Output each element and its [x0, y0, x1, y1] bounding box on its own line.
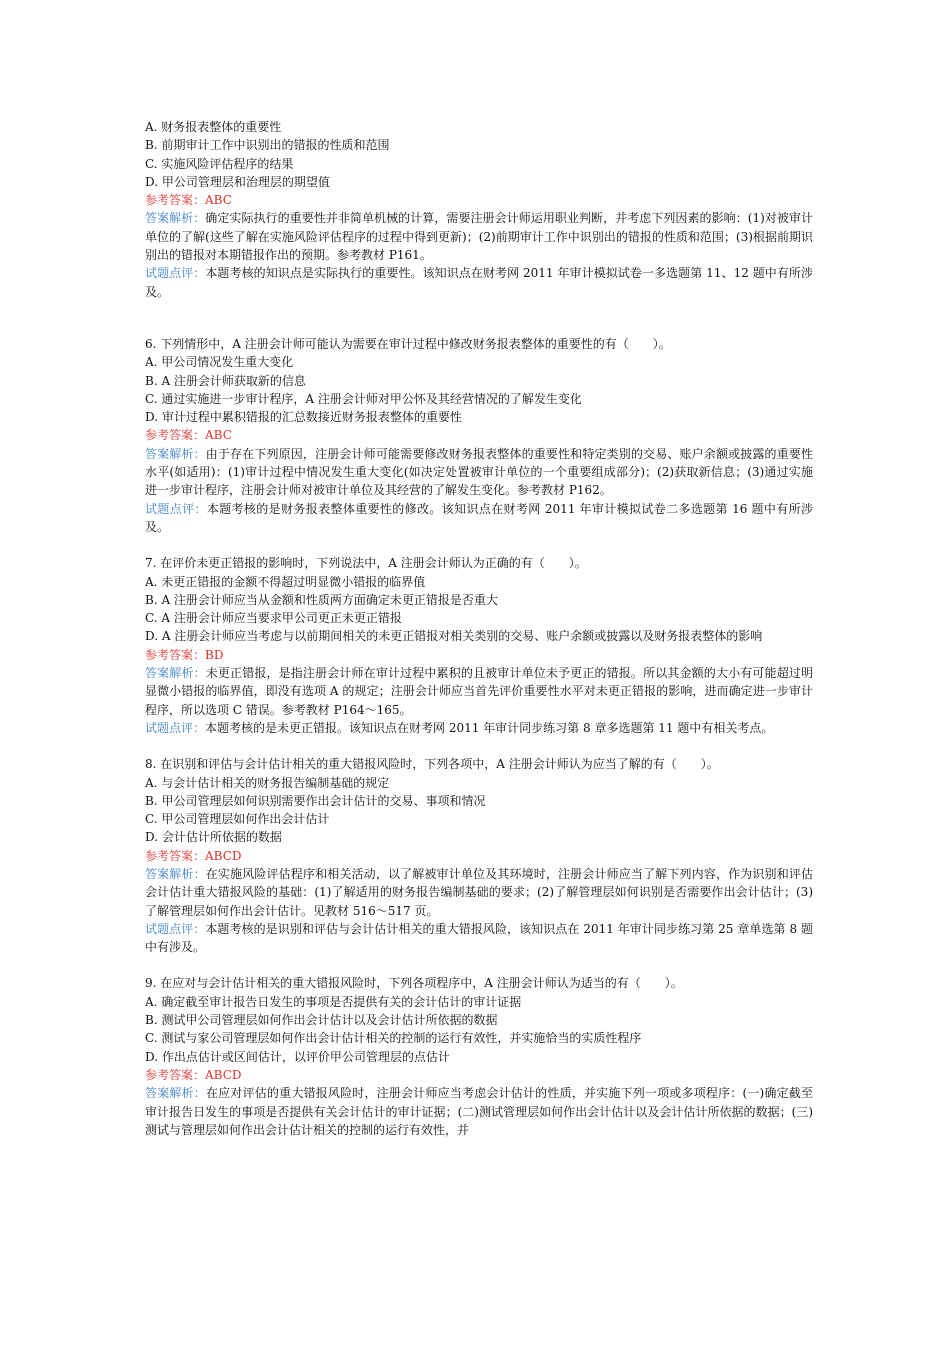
answer-label: 参考答案：: [145, 1067, 206, 1082]
option-c: C. 甲公司管理层如何作出会计估计: [145, 812, 330, 827]
analysis-label: 答案解析：: [145, 866, 206, 881]
answer-label: 参考答案：: [145, 848, 206, 863]
question-block-7: [145, 554, 813, 737]
answer-value: ABC: [205, 428, 232, 443]
analysis-label: 答案解析：: [145, 666, 206, 681]
document-page: [145, 118, 813, 1139]
option-d: D. A 注册会计师应当考虑与以前期间相关的未更正错报对相关类别的交易、账户余额或披露以及财务报表整体的影响: [145, 629, 763, 644]
question-text: 8. 在识别和评估与会计估计相关的重大错报风险时，下列各项中，A 注册会计师认为应当了解的有（ ）。: [145, 757, 719, 772]
option-c: C. 实施风险评估程序的结果: [145, 156, 294, 171]
reference-answer: [145, 191, 813, 209]
analysis-text: 由于存在下列原因，注册会计师可能需要修改财务报表整体的重要性和特定类别的交易、账户余额或披露的重要性水平(如适用)：(1)审计过程中情况发生重大变化(如决定处置被审计单位的一个重要组成部分)；(2)获取新信息；(3)通过实施进一步审计程序，注册会计师对被审计单位及其经营的了解发生变化。参考教材 P162。: [145, 446, 813, 498]
analysis-label: 答案解析：: [145, 1086, 206, 1101]
analysis-label: 答案解析：: [145, 446, 206, 461]
option-c: C. 通过实施进一步审计程序，A 注册会计师对甲公怀及其经营情况的了解发生变化: [145, 391, 582, 406]
reference-answer: [145, 646, 813, 664]
option-a: A. 财务报表整体的重要性: [145, 120, 282, 134]
question-comment: [145, 920, 813, 957]
answer-value: BD: [205, 647, 224, 662]
option-d: D. 甲公司管理层和治理层的期望值: [145, 174, 330, 189]
comment-text: 本题考核的是识别和评估与会计估计相关的重大错报风险，该知识点在 2011 年审计同步练习第 25 章单选第 8 题中有涉及。: [145, 921, 813, 955]
option-c: C. A 注册会计师应当要求甲公司更正未更正错报: [145, 611, 402, 626]
question-text: 6. 下列情形中，A 注册会计师可能认为需要在审计过程中修改财务报表整体的重要性的有（ ）。: [145, 336, 671, 351]
comment-text: 本题考核的知识点是实际执行的重要性。该知识点在财考网 2011 年审计模拟试卷一多选题第 11、12 题中有所涉及。: [145, 266, 813, 299]
option-a: A. 甲公司情况发生重大变化: [145, 355, 294, 370]
comment-label: 试题点评：: [145, 921, 206, 936]
option-b: B. 甲公司管理层如何识别需要作出会计估计的交易、事项和情况: [145, 793, 486, 808]
question-block-6: [145, 335, 813, 536]
answer-label: 参考答案：: [145, 428, 206, 443]
option-d: D. 会计估计所依据的数据: [145, 830, 282, 845]
comment-label: 试题点评：: [145, 266, 206, 281]
answer-analysis: [145, 209, 813, 264]
answer-label: 参考答案：: [145, 193, 206, 208]
analysis-text: 未更正错报，是指注册会计师在审计过程中累积的且被审计单位未予更正的错报。所以其金额的大小有可能超过明显微小错报的临界值，即没有选项 A 的规定；注册会计师应当首先评价重要性水平对未更正错报的影响，进而确定进一步审计程序，所以选项 C 错误。参考教材 P164～165。: [145, 666, 813, 717]
option-c: C. 测试与家公司管理层如何作出会计估计相关的控制的运行有效性，并实施恰当的实质性程序: [145, 1031, 642, 1046]
question-comment: [145, 719, 813, 737]
answer-analysis: [145, 445, 813, 500]
answer-analysis: [145, 1084, 813, 1139]
option-b: B. A 注册会计师应当从金额和性质两方面确定未更正错报是否重大: [145, 592, 498, 607]
analysis-text: 确定实际执行的重要性并非简单机械的计算，需要注册会计师运用职业判断，并考虑下列因素的影响：(1)对被审计单位的了解(这些了解在实施风险评估程序的过程中得到更新)；(2)前期审计工作中识别出的错报的性质和范围；(3)根据前期识别出的错报对本期错报作出的预期。参考教材 P161。: [145, 211, 813, 263]
comment-label: 试题点评：: [145, 501, 207, 516]
option-a: A. 与会计估计相关的财务报告编制基础的规定: [145, 775, 390, 790]
question-comment: [145, 500, 813, 537]
question-text: 7. 在评价未更正错报的影响时，下列说法中，A 注册会计师认为正确的有（ ）。: [145, 556, 587, 571]
option-b: B. 测试甲公司管理层如何作出会计估计以及会计估计所依据的数据: [145, 1013, 498, 1028]
option-a: A. 未更正错报的金额不得超过明显微小错报的临界值: [145, 574, 426, 589]
question-block-prev: [145, 118, 813, 301]
answer-value: ABCD: [205, 848, 242, 863]
reference-answer: [145, 1066, 813, 1084]
reference-answer: [145, 426, 813, 444]
answer-value: ABC: [205, 193, 232, 208]
analysis-label: 答案解析：: [145, 211, 206, 226]
option-a: A. 确定截至审计报告日发生的事项是否提供有关的会计估计的审计证据: [145, 994, 522, 1009]
comment-label: 试题点评：: [145, 720, 206, 735]
question-comment: [145, 264, 813, 301]
option-b: B. A 注册会计师获取新的信息: [145, 373, 306, 388]
analysis-text: 在实施风险评估程序和相关活动，以了解被审计单位及其环境时，注册会计师应当了解下列内容，作为识别和评估会计估计重大错报风险的基础：(1)了解适用的财务报告编制基础的要求；(2)了解管理层如何识别是否需要作出会计估计；(3)了解管理层如何作出会计估计。见教材 516～517 页。: [145, 866, 813, 918]
reference-answer: [145, 847, 813, 865]
comment-text: 本题考核的是财务报表整体重要性的修改。该知识点在财考网 2011 年审计模拟试卷二多选题第 16 题中有所涉及。: [145, 501, 813, 534]
answer-label: 参考答案：: [145, 647, 206, 662]
option-b: B. 前期审计工作中识别出的错报的性质和范围: [145, 138, 390, 153]
answer-analysis: [145, 865, 813, 920]
analysis-text: 在应对评估的重大错报风险时，注册会计师应当考虑会计估计的性质，并实施下列一项或多项程序：(一)确定截至审计报告日发生的事项是否提供有关会计估计的审计证据；(二)测试管理层如何作出会计估计以及会计估计所依据的数据；(三)测试与管理层如何作出会计估计相关的控制的运行有效性，并: [145, 1086, 813, 1137]
answer-analysis: [145, 664, 813, 719]
answer-value: ABCD: [205, 1067, 242, 1082]
question-block-9: [145, 974, 813, 1139]
question-text: 9. 在应对与会计估计相关的重大错报风险时，下列各项程序中，A 注册会计师认为适当的有（ ）。: [145, 976, 683, 991]
comment-text: 本题考核的是未更正错报。该知识点在财考网 2011 年审计同步练习第 8 章多选题第 11 题中有相关考点。: [205, 720, 774, 735]
option-d: D. 审计过程中累积错报的汇总数接近财务报表整体的重要性: [145, 410, 462, 425]
question-block-8: [145, 755, 813, 956]
option-d: D. 作出点估计或区间估计，以评价甲公司管理层的点估计: [145, 1049, 450, 1064]
